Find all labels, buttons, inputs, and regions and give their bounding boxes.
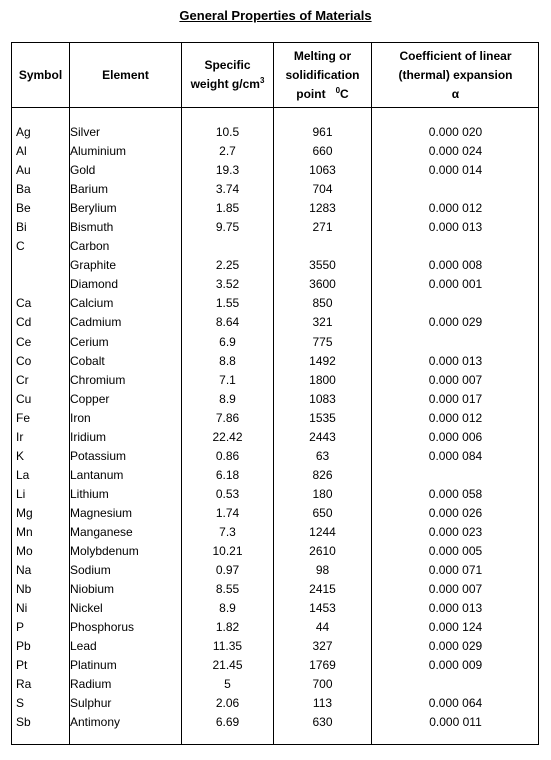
header-specific-weight-line2	[191, 75, 265, 94]
cell-symbol: Ag	[16, 125, 31, 139]
table-row	[12, 123, 538, 142]
cell-symbol: S	[16, 696, 25, 711]
cell-symbol: Cu	[16, 391, 32, 406]
header-coeff-line2: (thermal) expansion	[398, 67, 513, 82]
header-melting-degree-sup: 0	[335, 85, 341, 95]
cell-specific-weight: 8.64	[215, 315, 240, 330]
cell-specific-weight: 21.45	[212, 658, 243, 673]
header-specific-weight-unit: weight g/cm	[190, 77, 260, 91]
table-row	[12, 275, 538, 294]
table-body	[12, 123, 538, 733]
table-row	[12, 371, 538, 390]
cell-specific-weight: 0.53	[215, 486, 240, 501]
cell-symbol: Pb	[16, 639, 31, 654]
cell-element: Cadmium	[70, 315, 122, 330]
cell-melting-point: 1083	[309, 391, 336, 406]
cell-element: Berylium	[70, 201, 117, 216]
cell-melting-point: 3550	[309, 258, 336, 273]
cell-specific-weight: 19.3	[215, 163, 240, 178]
cell-melting-point: 630	[312, 715, 333, 730]
table-row	[12, 142, 538, 161]
cell-symbol: Ir	[16, 429, 24, 444]
cell-symbol: Ca	[16, 296, 32, 311]
cell-melting-point: 98	[315, 563, 330, 578]
cell-melting-point: 327	[312, 639, 333, 654]
header-specific-weight	[182, 43, 273, 107]
cell-coefficient: 0.000 006	[428, 429, 483, 444]
cell-specific-weight: 3.74	[215, 182, 240, 197]
cell-element: Silver	[70, 125, 101, 139]
cell-element: Antimony	[70, 715, 121, 730]
cell-coefficient: 0.000 012	[428, 201, 483, 216]
cell-melting-point: 63	[315, 448, 330, 463]
cell-specific-weight: 0.86	[215, 448, 240, 463]
cell-coefficient: 0.000 020	[428, 125, 483, 139]
cell-specific-weight: 1.85	[215, 201, 240, 216]
cell-element: Copper	[70, 391, 110, 406]
cell-specific-weight: 6.9	[219, 334, 236, 349]
cell-melting-point: 961	[312, 125, 333, 139]
cell-coefficient: 0.000 011	[429, 715, 482, 730]
table-row	[12, 180, 538, 199]
cell-element: Lead	[70, 639, 97, 654]
cell-element: Carbon	[70, 239, 110, 254]
cell-melting-point: 1492	[309, 353, 336, 368]
cell-symbol: Al	[16, 144, 27, 159]
cell-melting-point: 1800	[309, 372, 336, 387]
cell-specific-weight: 11.35	[212, 639, 243, 654]
cell-specific-weight: 2.25	[215, 258, 240, 273]
cell-symbol: Co	[16, 353, 32, 368]
cell-symbol: Na	[16, 563, 32, 578]
cell-element: Platinum	[70, 658, 117, 673]
cell-melting-point: 2610	[309, 544, 336, 559]
cell-symbol: Nb	[16, 582, 32, 597]
cell-specific-weight: 8.9	[219, 391, 236, 406]
table-row	[12, 218, 538, 237]
cell-melting-point: 704	[312, 182, 333, 197]
header-element	[70, 43, 181, 107]
table-row	[12, 447, 538, 466]
table-row	[12, 523, 538, 542]
cell-element: Calcium	[70, 296, 114, 311]
cell-specific-weight: 7.3	[219, 524, 236, 539]
cell-melting-point: 2443	[309, 429, 336, 444]
cell-coefficient: 0.000 014	[428, 163, 483, 178]
cell-coefficient: 0.000 024	[428, 144, 483, 159]
header-specific-weight-sup: 3	[259, 76, 265, 85]
cell-element: Potassium	[70, 448, 127, 463]
cell-coefficient: 0.000 008	[428, 258, 483, 273]
table-row	[12, 256, 538, 275]
cell-specific-weight: 8.55	[215, 582, 240, 597]
table-row	[12, 656, 538, 675]
cell-specific-weight: 1.82	[215, 620, 240, 635]
header-coeff-line3: α	[451, 86, 460, 101]
header-element-text: Element	[102, 67, 149, 82]
table-row	[12, 637, 538, 656]
header-melting-point	[274, 43, 371, 107]
cell-melting-point: 271	[312, 220, 333, 235]
page-title-text: General Properties of Materials	[179, 8, 372, 23]
cell-symbol: Mo	[16, 544, 33, 559]
table-row	[12, 618, 538, 637]
cell-specific-weight: 7.86	[215, 410, 240, 425]
cell-symbol: Li	[16, 486, 26, 501]
cell-specific-weight: 10.5	[215, 125, 240, 139]
cell-element: Nickel	[70, 601, 103, 616]
cell-symbol: Mg	[16, 505, 33, 520]
cell-symbol: Ba	[16, 182, 31, 197]
header-melting-line3	[285, 85, 359, 104]
header-divider	[12, 107, 538, 108]
cell-coefficient: 0.000 084	[428, 448, 483, 463]
cell-symbol: Cr	[16, 372, 29, 387]
cell-specific-weight: 22.42	[212, 429, 243, 444]
cell-element: Magnesium	[70, 505, 133, 520]
cell-specific-weight: 10.21	[212, 544, 243, 559]
cell-element: Sodium	[70, 563, 111, 578]
header-melting-point-word: point	[296, 86, 326, 101]
cell-specific-weight: 1.74	[215, 505, 240, 520]
cell-specific-weight: 6.69	[215, 715, 240, 730]
cell-element: Aluminium	[70, 144, 127, 159]
table-row	[12, 675, 538, 694]
cell-melting-point: 1063	[309, 163, 336, 178]
cell-symbol: K	[16, 448, 25, 463]
cell-melting-point: 850	[312, 296, 333, 311]
table-row	[12, 504, 538, 523]
cell-coefficient: 0.000 005	[428, 544, 483, 559]
header-melting-line1: Melting or	[293, 48, 352, 63]
cell-coefficient: 0.000 029	[428, 639, 483, 654]
header-melting-line2: solidification	[285, 67, 360, 82]
cell-coefficient: 0.000 029	[428, 315, 483, 330]
cell-element: Iridium	[70, 429, 107, 444]
cell-melting-point: 1283	[309, 201, 336, 216]
cell-symbol: Au	[16, 163, 31, 178]
cell-element: Phosphorus	[70, 620, 135, 635]
table-row	[12, 713, 538, 732]
cell-symbol: Bi	[16, 220, 27, 235]
table-row	[12, 466, 538, 485]
cell-specific-weight: 6.18	[215, 467, 240, 482]
table-row	[12, 161, 538, 180]
cell-element: Iron	[70, 410, 91, 425]
header-melting-unit: C	[340, 86, 349, 101]
cell-element: Gold	[70, 163, 96, 178]
cell-symbol: C	[16, 239, 25, 254]
cell-element: Molybdenum	[70, 544, 139, 559]
cell-melting-point: 650	[312, 505, 333, 520]
cell-melting-point: 113	[312, 696, 333, 711]
table-row	[12, 580, 538, 599]
cell-melting-point: 660	[312, 144, 333, 159]
page-title	[0, 8, 551, 23]
cell-symbol: Fe	[16, 410, 31, 425]
cell-element: Sulphur	[70, 696, 112, 711]
table-row	[12, 542, 538, 561]
cell-symbol: P	[16, 620, 25, 635]
cell-melting-point: 1244	[309, 524, 336, 539]
header-symbol	[12, 43, 69, 107]
table-row	[12, 599, 538, 618]
cell-coefficient: 0.000 013	[428, 220, 483, 235]
cell-specific-weight: 3.52	[215, 277, 240, 292]
header-specific-weight-line1: Specific	[204, 58, 251, 72]
cell-symbol: La	[16, 467, 30, 482]
cell-element: Bismuth	[70, 220, 114, 235]
cell-element: Radium	[70, 677, 112, 692]
cell-melting-point: 3600	[309, 277, 336, 292]
cell-specific-weight: 8.8	[219, 353, 236, 368]
cell-specific-weight: 2.7	[219, 144, 236, 159]
table-row	[12, 237, 538, 256]
cell-element: Chromium	[70, 372, 126, 387]
cell-melting-point: 700	[312, 677, 333, 692]
cell-element: Lithium	[70, 486, 109, 501]
table-row	[12, 333, 538, 352]
cell-element: Cerium	[70, 334, 109, 349]
cell-coefficient: 0.000 007	[428, 582, 483, 597]
cell-melting-point: 826	[312, 467, 333, 482]
cell-element: Barium	[70, 182, 109, 197]
properties-table	[11, 42, 539, 745]
table-row	[12, 694, 538, 713]
cell-symbol: Cd	[16, 315, 32, 330]
cell-melting-point: 2415	[309, 582, 336, 597]
cell-coefficient: 0.000 023	[428, 524, 483, 539]
table-row	[12, 294, 538, 313]
cell-symbol: Sb	[16, 715, 31, 730]
cell-melting-point: 1535	[309, 410, 336, 425]
cell-coefficient: 0.000 064	[428, 696, 483, 711]
table-row	[12, 199, 538, 218]
cell-specific-weight: 9.75	[215, 220, 240, 235]
cell-coefficient: 0.000 012	[428, 410, 483, 425]
cell-symbol: Ce	[16, 334, 32, 349]
cell-melting-point: 1769	[309, 658, 336, 673]
table-row	[12, 561, 538, 580]
table-row	[12, 352, 538, 371]
cell-symbol: Mn	[16, 524, 33, 539]
table-row	[12, 313, 538, 332]
cell-symbol: Be	[16, 201, 31, 216]
cell-specific-weight: 5	[224, 677, 231, 692]
cell-coefficient: 0.000 001	[428, 277, 483, 292]
cell-specific-weight: 7.1	[219, 372, 236, 387]
table-row	[12, 428, 538, 447]
cell-coefficient: 0.000 058	[428, 486, 483, 501]
cell-coefficient: 0.000 071	[428, 563, 483, 578]
cell-melting-point: 44	[315, 620, 330, 635]
cell-element: Niobium	[70, 582, 115, 597]
cell-coefficient: 0.000 026	[428, 505, 483, 520]
table-row	[12, 409, 538, 428]
cell-melting-point: 775	[312, 334, 333, 349]
cell-element: Graphite	[70, 258, 117, 273]
cell-coefficient: 0.000 009	[428, 658, 483, 673]
cell-specific-weight: 8.9	[219, 601, 236, 616]
cell-melting-point: 180	[312, 486, 333, 501]
cell-element: Lantanum	[70, 467, 124, 482]
cell-symbol: Pt	[16, 658, 28, 673]
table-row	[12, 390, 538, 409]
cell-element: Cobalt	[70, 353, 105, 368]
cell-melting-point: 321	[312, 315, 333, 330]
cell-symbol: Ra	[16, 677, 32, 692]
table-row	[12, 485, 538, 504]
cell-melting-point: 1453	[309, 601, 336, 616]
header-coefficient	[372, 43, 539, 107]
cell-coefficient: 0.000 007	[428, 372, 483, 387]
cell-symbol: Ni	[16, 601, 28, 616]
cell-specific-weight: 2.06	[215, 696, 240, 711]
cell-coefficient: 0.000 124	[428, 620, 483, 635]
cell-coefficient: 0.000 013	[428, 353, 483, 368]
cell-specific-weight: 1.55	[215, 296, 240, 311]
cell-element: Manganese	[70, 524, 133, 539]
cell-coefficient: 0.000 017	[428, 391, 483, 406]
header-coeff-line1: Coefficient of linear	[399, 48, 512, 63]
cell-coefficient: 0.000 013	[428, 601, 483, 616]
header-symbol-text: Symbol	[18, 67, 63, 82]
cell-element: Diamond	[70, 277, 119, 292]
cell-specific-weight: 0.97	[215, 563, 240, 578]
